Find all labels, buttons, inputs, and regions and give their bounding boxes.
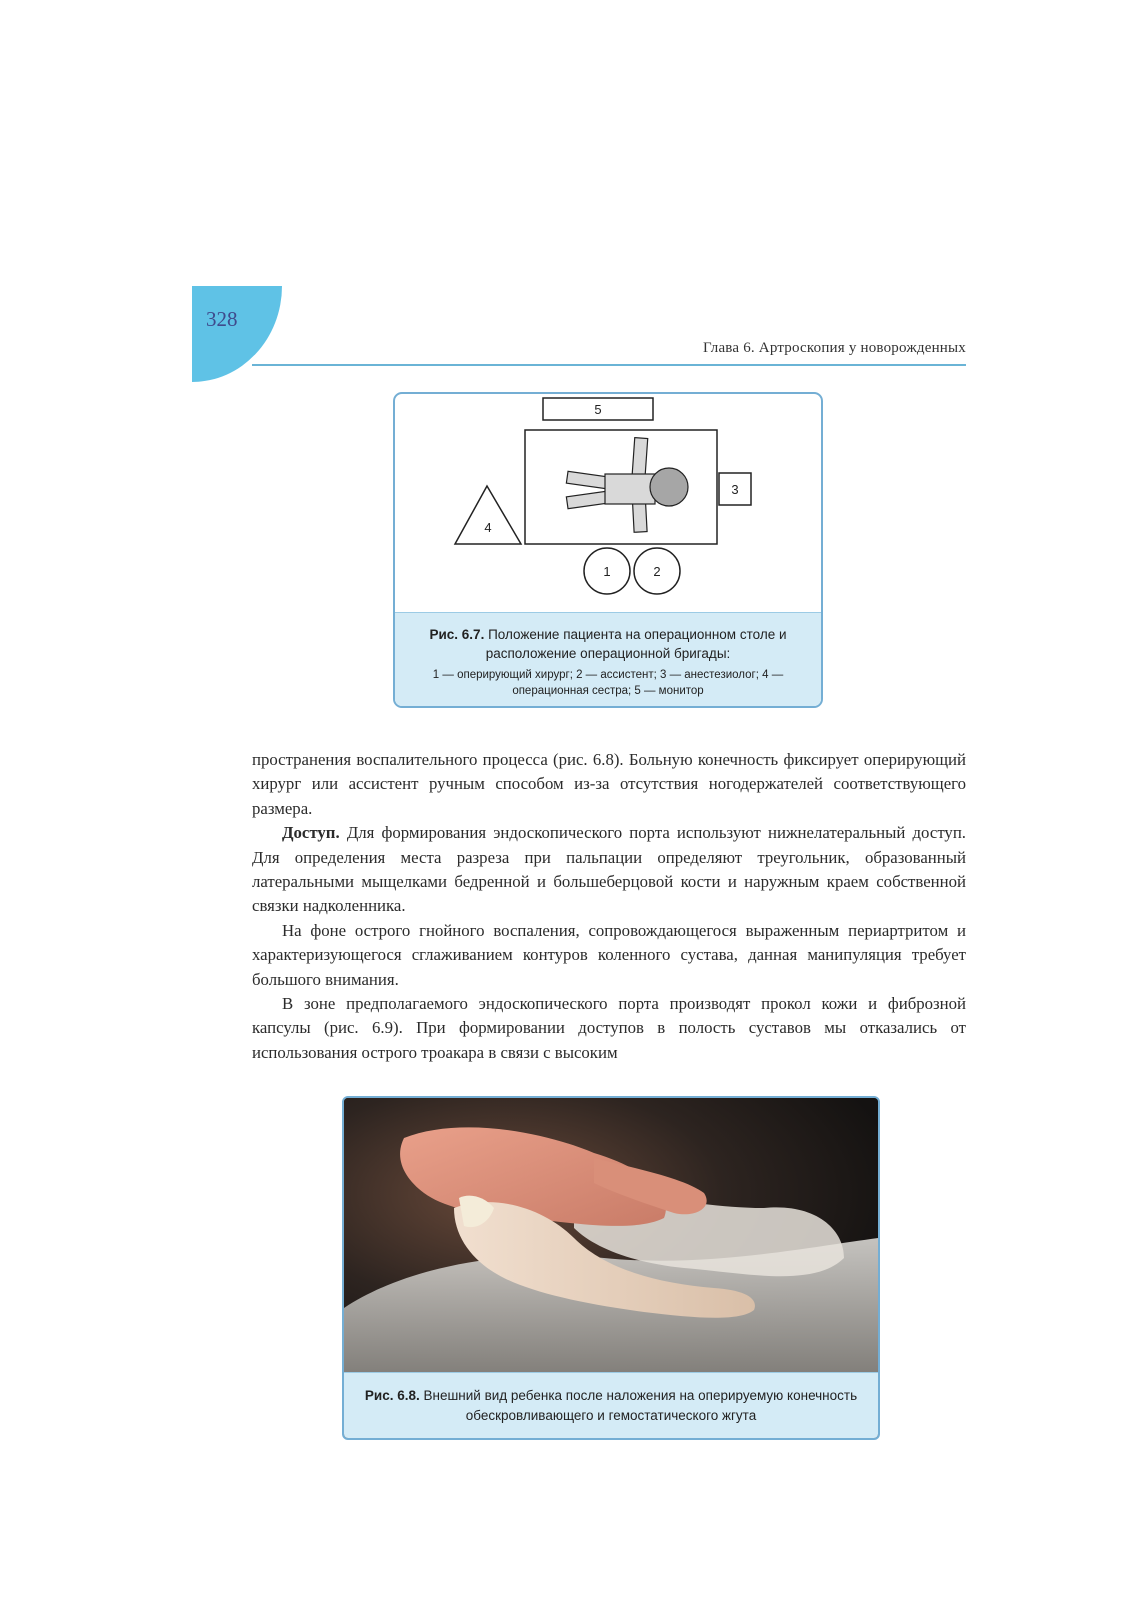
nurse-triangle	[455, 486, 521, 544]
page-number-tab	[192, 286, 282, 382]
nurse-label: 4	[484, 520, 492, 535]
header-rule	[252, 364, 966, 366]
figure-6-8-caption-label: Рис. 6.8.	[364, 1388, 420, 1403]
figure-6-8	[342, 1096, 880, 1440]
monitor-label: 5	[594, 402, 602, 417]
figure-6-8-caption	[344, 1372, 878, 1440]
paragraph-2-lead: Доступ.	[282, 823, 340, 843]
page-number: 328	[206, 307, 238, 331]
figure-6-7-caption	[395, 612, 821, 708]
anesthesiologist-label: 3	[731, 482, 739, 497]
body-text	[252, 748, 966, 1065]
figure-6-7-legend: 1 — оперирующий хирург; 2 — ассистент; 3 — анестезиолог; 4 —операционная сестра; 5 — монитор	[432, 669, 784, 697]
patient-torso	[605, 474, 655, 504]
figure-6-8-caption-text: Внешний вид ребенка после наложения на оперируемую конечность обескровливающего и гемостатического жгута	[423, 1388, 858, 1423]
patient-head	[650, 468, 688, 506]
running-head: Глава 6. Артроскопия у новорожденных	[703, 340, 966, 356]
paragraph-3: На фоне острого гнойного воспаления, сопровождающегося выраженным периартритом и характеризующегося сглаживанием контуров коленного сустава, данная манипуляция требует большого внимания.	[252, 920, 966, 989]
figure-6-7-caption-label: Рис. 6.7.	[429, 627, 485, 642]
surgeon-label: 1	[603, 564, 611, 579]
paragraph-2-text: Для формирования эндоскопического порта используют нижнелатеральный доступ. Для определения места разреза при пальпации определяют треугольник, образованный латеральными мыщелками бедренной и большеберцовой кости и наружным краем собственной связки надколенника.	[252, 823, 966, 916]
figure-6-7-caption-text: Положение пациента на операционном столе и расположение операционной бригады:	[485, 627, 787, 661]
assistant-label: 2	[653, 564, 661, 579]
paragraph-1: пространения воспалительного процесса (рис. 6.8). Больную конечность фиксирует оперирующий хирург или ассистент ручным способом из-за отсутствия ногодержателей соответствующего размера.	[252, 750, 966, 818]
operating-room-diagram	[395, 394, 821, 612]
figure-6-7	[393, 392, 823, 708]
paragraph-4: В зоне предполагаемого эндоскопического порта производят прокол кожи и фиброзной капсулы (рис. 6.9). При формировании доступов в полость суставов мы отказались от использования острого троакара в связи с высоким	[252, 994, 966, 1062]
paragraph-2	[252, 821, 966, 919]
infant-leg-photo	[344, 1098, 878, 1372]
figure-6-7-caption-main	[395, 625, 821, 663]
